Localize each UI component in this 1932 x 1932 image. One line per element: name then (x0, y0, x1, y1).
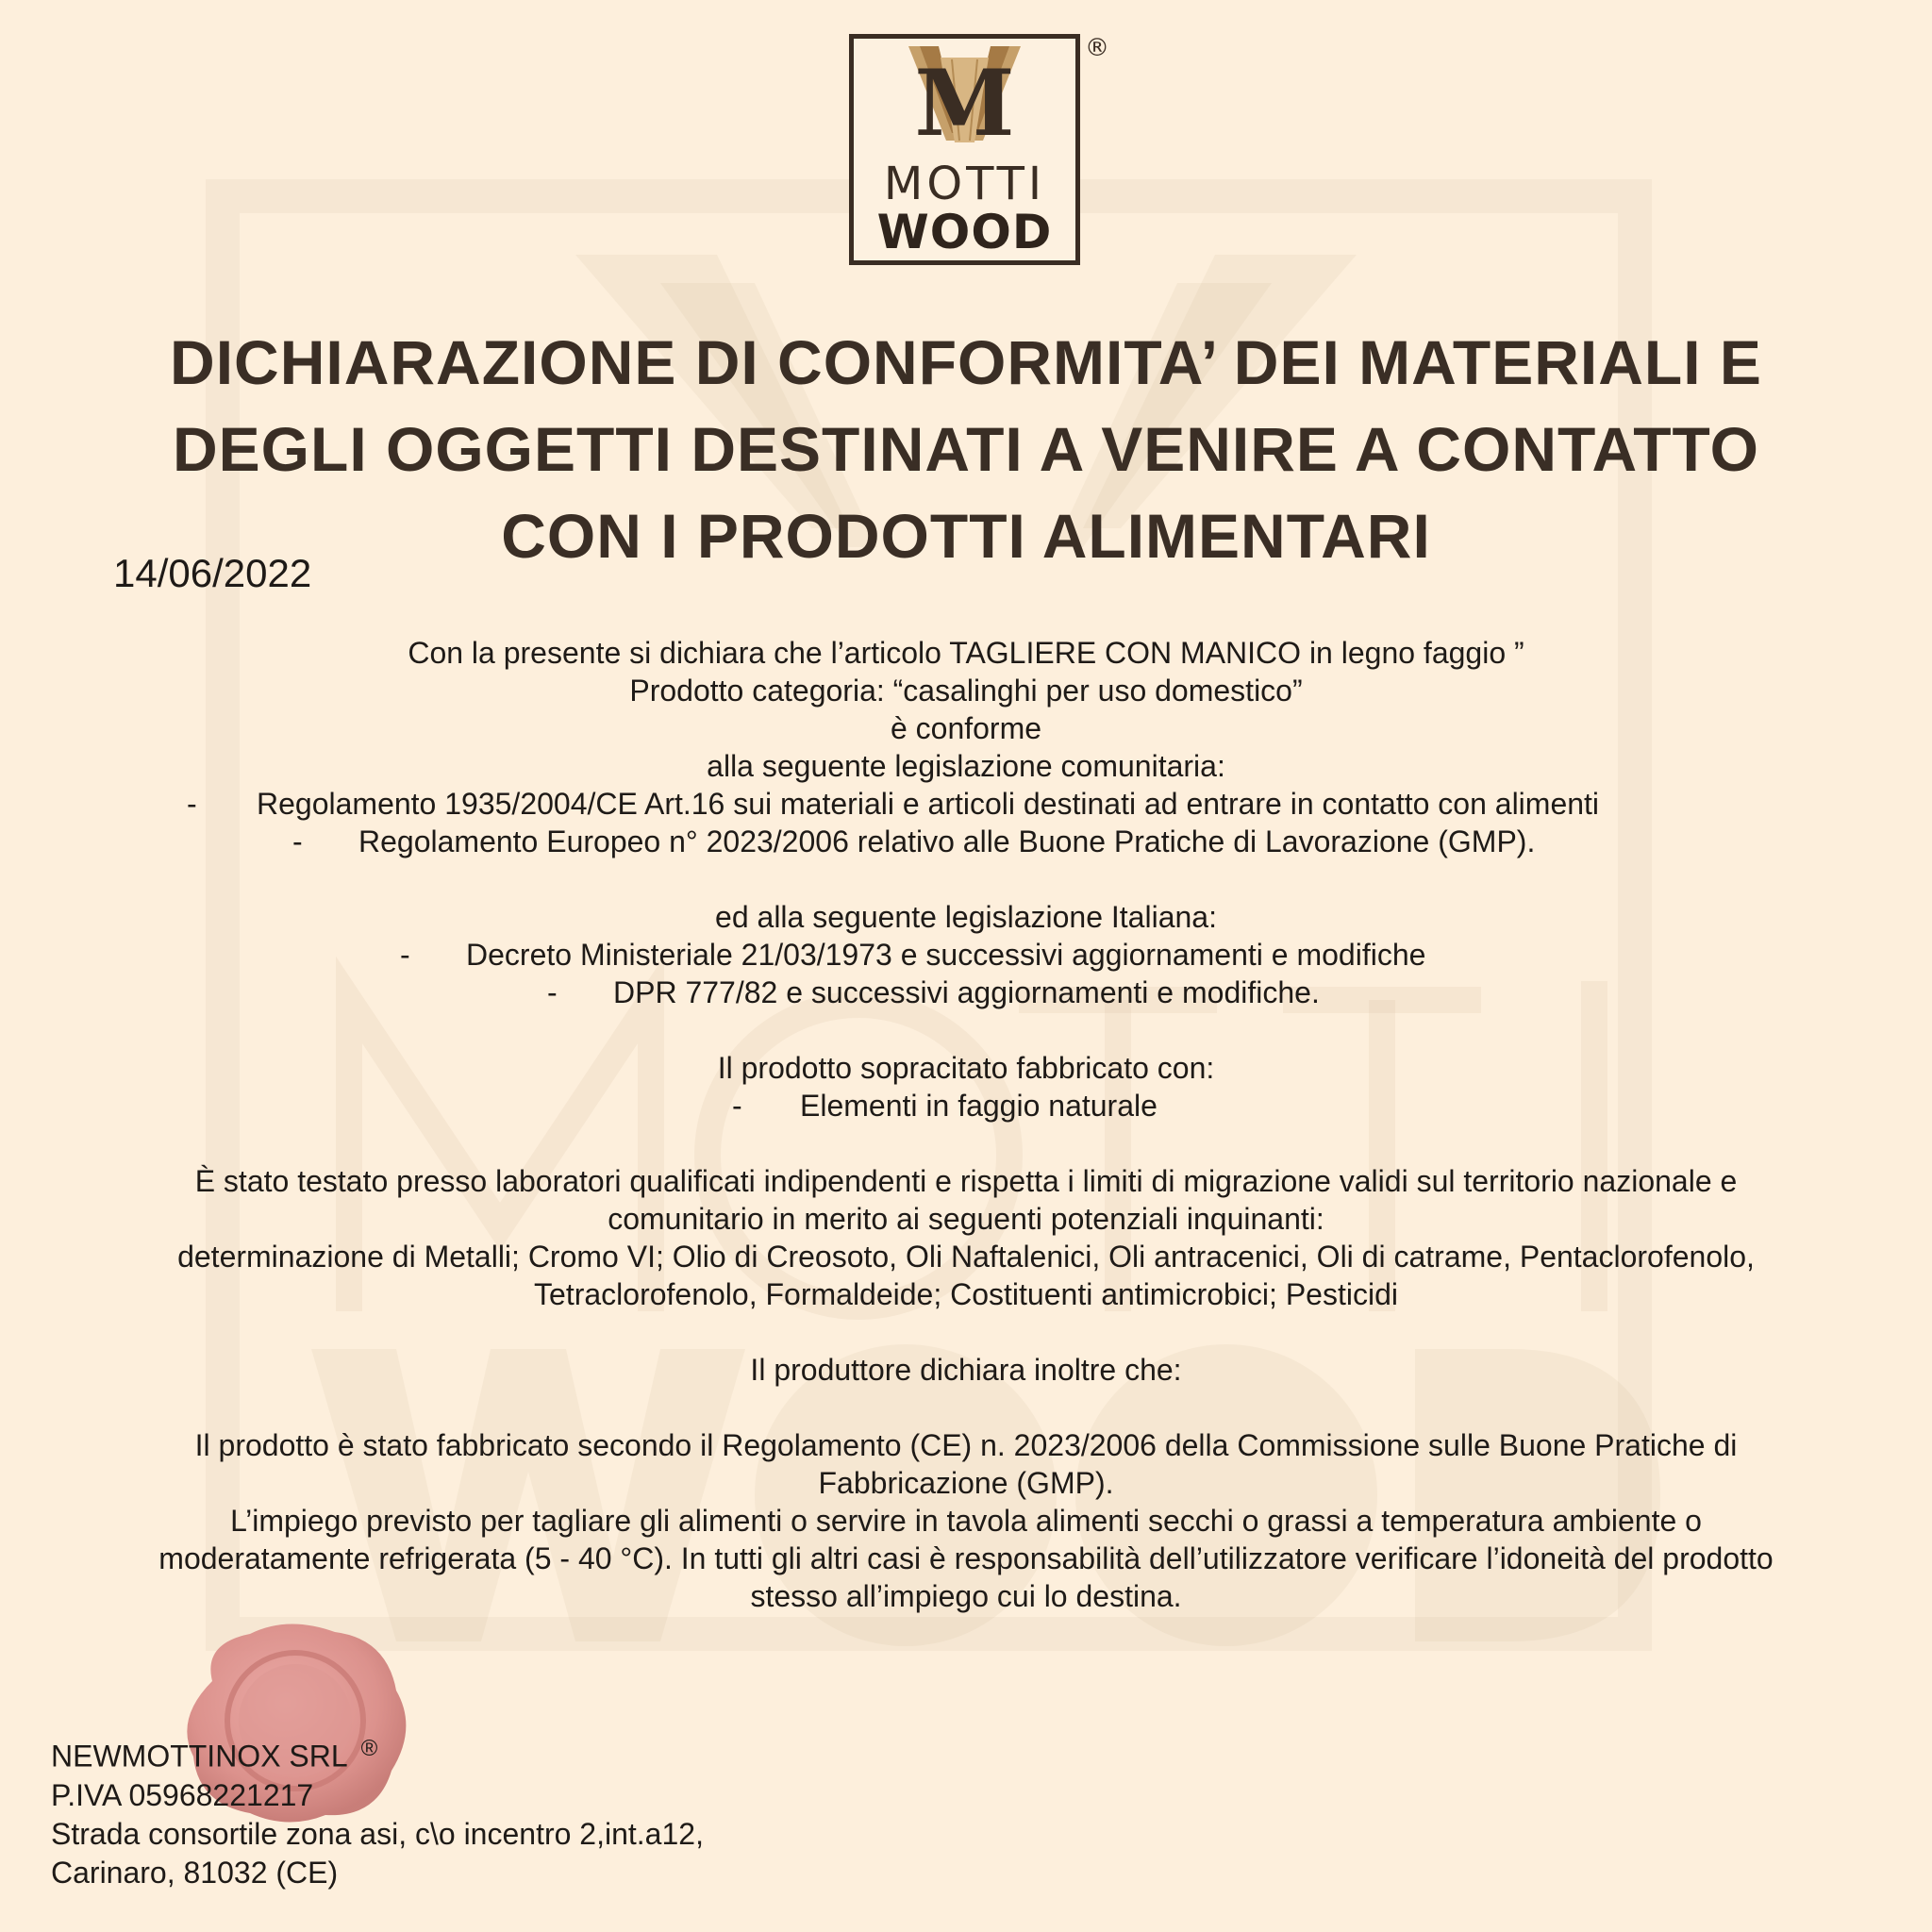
document-title (113, 319, 1819, 579)
title-line-3: CON I PRODOTTI ALIMENTARI (501, 501, 1431, 571)
intro-line-2: Prodotto categoria: “casalinghi per uso domestico” (629, 674, 1303, 708)
registered-mark: ® (1085, 34, 1109, 62)
intro-line-3: è conforme (890, 711, 1042, 745)
it-law-1: Decreto Ministeriale 21/03/1973 e successivi aggiornamenti e modifiche (466, 938, 1426, 972)
title-line-2: DEGLI OGGETTI DESTINATI A VENIRE A CONTATTO (172, 414, 1759, 484)
company-name: NEWMOTTINOX SRL (51, 1739, 348, 1774)
company-registered-mark: ® (360, 1736, 378, 1761)
company-info (51, 1729, 704, 1892)
logo-motti-text: MOTTI (883, 158, 1046, 210)
bullet-eu-2: - (292, 824, 303, 858)
intro-line-4: alla seguente legislazione comunitaria: (707, 749, 1225, 783)
company-address-2: Carinaro, 81032 (CE) (51, 1855, 339, 1890)
it-law-2: DPR 777/82 e successivi aggiornamenti e modifiche. (613, 975, 1320, 1009)
bullet-made: - (732, 1089, 742, 1123)
bullet-it-2: - (547, 975, 558, 1009)
made-intro: Il prodotto sopracitato fabbricato con: (717, 1051, 1215, 1085)
tested-line-4: Tetraclorofenolo, Formaldeide; Costituenti antimicrobici; Pesticidi (534, 1277, 1398, 1311)
company-address-1: Strada consortile zona asi, c\o incentro 2,int.a12, (51, 1816, 704, 1851)
company-vat: P.IVA 05968221217 (51, 1777, 314, 1812)
title-line-1: DICHIARAZIONE DI CONFORMITA’ DEI MATERIALI E (170, 327, 1762, 397)
use-line-2: moderatamente refrigerata (5 - 40 °C). In tutti gli altri casi è responsabilità dell’utilizzatore verificare l’idoneità del prodotto (158, 1541, 1774, 1575)
tested-line-3: determinazione di Metalli; Cromo VI; Olio di Creosoto, Oli Naftalenici, Oli antracenici, Oli di catrame, Pentaclorofenolo, (177, 1240, 1755, 1274)
gmp-line-1: Il prodotto è stato fabbricato secondo il Regolamento (CE) n. 2023/2006 della Commissione sulle Buone Pratiche di (194, 1428, 1738, 1462)
document-date: 14/06/2022 (113, 551, 312, 595)
it-intro: ed alla seguente legislazione Italiana: (715, 900, 1217, 934)
made-item: Elementi in faggio naturale (800, 1089, 1158, 1123)
tested-line-1: È stato testato presso laboratori qualificati indipendenti e rispetta i limiti di migrazione validi sul territorio nazionale e (194, 1164, 1738, 1198)
declares-line: Il produttore dichiara inoltre che: (750, 1353, 1182, 1387)
bullet-it-1: - (400, 938, 410, 972)
eu-law-2: Regolamento Europeo n° 2023/2006 relativo alle Buone Pratiche di Lavorazione (GMP). (358, 824, 1536, 858)
bullet-eu-1: - (187, 787, 197, 821)
intro-line-1: Con la presente si dichiara che l’articolo TAGLIERE CON MANICO in legno faggio ” (408, 636, 1524, 670)
company-name-row (51, 1729, 704, 1776)
gmp-line-2: Fabbricazione (GMP). (818, 1466, 1114, 1500)
logo-monogram: M (914, 50, 1015, 157)
brand-logo (849, 34, 1080, 265)
use-line-1: L’impiego previsto per tagliare gli alimenti o servire in tavola alimenti secchi o grassi a temperatura ambiente o (230, 1504, 1702, 1538)
tested-line-2: comunitario in merito ai seguenti potenziali inquinanti: (608, 1202, 1324, 1236)
use-line-3: stesso all’impiego cui lo destina. (750, 1579, 1182, 1613)
eu-law-1: Regolamento 1935/2004/CE Art.16 sui materiali e articoli destinati ad entrare in contatto con alimenti (257, 787, 1600, 821)
logo-wood-text: WOOD (876, 205, 1053, 259)
